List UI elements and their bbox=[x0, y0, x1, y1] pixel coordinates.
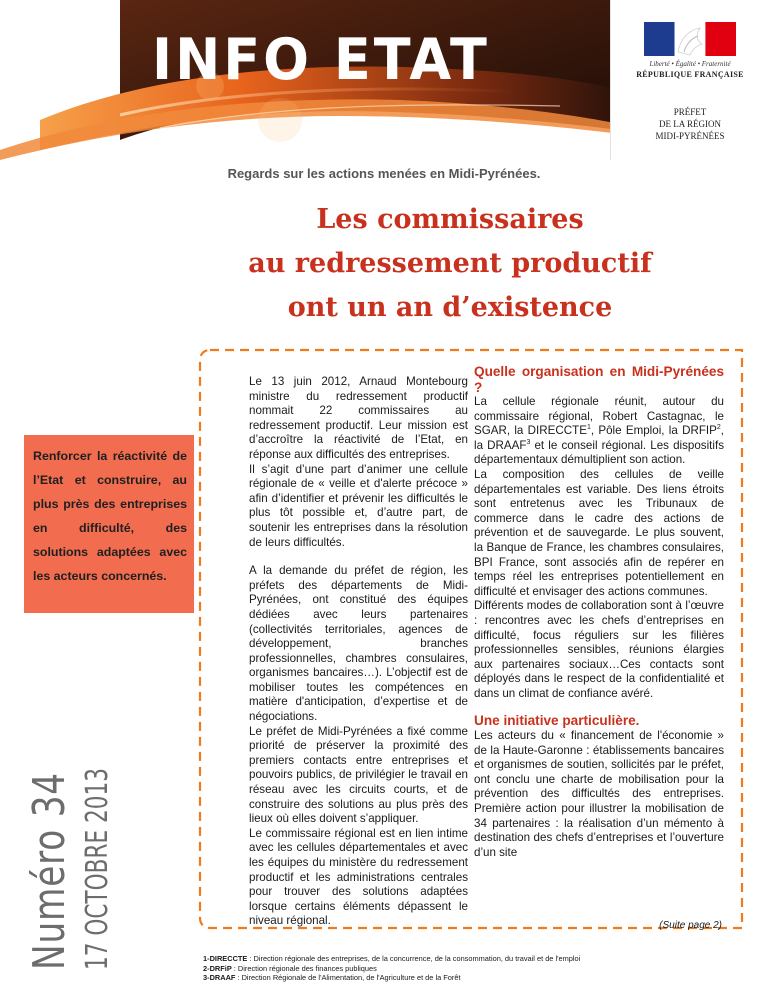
footnote-item bbox=[203, 973, 743, 983]
middle-column bbox=[249, 375, 468, 929]
article-paragraph: Différents modes de collaboration sont à l’œuvre : rencontres avec les chefs d’entreprises en difficulté, focus réguliers sur les filières professionnelles sensibles, réunions élargies aux partenaires sociaux…Ces contacts sont déployés dans le respect de la confidentialité et dans un climat de confiance avéré. bbox=[474, 599, 724, 700]
footnote-text: : Direction Régionale de l'Alimentation, de l'Agriculture et de la Forêt bbox=[235, 973, 461, 982]
footnote-ref: 2 bbox=[716, 424, 721, 432]
subtitle: Regards sur les actions menées en Midi-Pyrénées. bbox=[227, 166, 541, 181]
footnote-abbr: 1-DIRECCTE bbox=[203, 954, 248, 963]
callout-text: Renforcer la réactivité de l’Etat et construire, au plus près des entreprises en difficulté, des solutions adaptées avec les acteurs concernés. bbox=[33, 449, 187, 583]
article-paragraph: Le 13 juin 2012, Arnaud Montebourg ministre du redressement productif nommait 22 commissaires au redressement productif. Leur mission est d’accroître la réactivité de l’Etat, en réponse aux difficultés des entreprises. bbox=[249, 375, 468, 461]
footnote-text: : Direction régionale des entreprises, de la concurrence, de la consommation, du travail et de l'emploi bbox=[247, 954, 581, 963]
prefet-label bbox=[611, 106, 768, 142]
paragraph-text: , Pôle Emploi, la DRFIP bbox=[590, 424, 717, 438]
issue-number: Numéro 34 bbox=[24, 772, 75, 970]
footnote-text: : Direction régionale des finances publiques bbox=[231, 963, 377, 973]
article-paragraph: Il s’agit d’une part d’animer une cellule régionale de « veille et d'alerte précoce » afin d’identifier et prévenir les difficultés le plus tôt possible et, d’autre part, de soutenir les entreprises dans la résolution de leurs difficultés. bbox=[249, 462, 468, 549]
headline-line-2: au redressement productif bbox=[248, 248, 652, 279]
footnotes bbox=[203, 954, 743, 983]
right-column bbox=[474, 364, 724, 860]
marianne-logo-icon bbox=[644, 22, 736, 56]
section-heading-initiative: Une initiative particulière. bbox=[474, 713, 640, 729]
republic-name: RÉPUBLIQUE FRANÇAISE bbox=[636, 70, 744, 79]
footnote-abbr: 3-DRAAF bbox=[203, 973, 236, 982]
footnote-item bbox=[203, 954, 743, 964]
prefet-line: PRÉFET bbox=[673, 107, 707, 117]
footnote-ref: 3 bbox=[526, 438, 531, 446]
headline-line-3: ont un an d’existence bbox=[287, 292, 613, 323]
callout-box bbox=[24, 435, 194, 613]
footnote-item bbox=[203, 964, 743, 974]
article-paragraph: La composition des cellules de veille départementales est variable. Des liens étroits sont entretenus avec les Tribunaux de commerce dans le cadre des actions de prévention et de sauvegarde. Le plus souvent, la Banque de France, les chambres consulaires, BPI France, sont associés afin de repérer en temps réel les entreprises potentiellement en difficulté et envisager des actions communes. bbox=[474, 467, 724, 598]
article-paragraph: Le commissaire régional est en lien intime avec les cellules départementales et avec les équipes du ministère du redressement productif et les administrations centrales pour trouver des solutions adaptées lorsque certains éléments dépassent le niveau régional. bbox=[249, 826, 468, 928]
prefet-line: DE LA RÉGION bbox=[659, 119, 721, 129]
paragraph-text: La cellule régionale réunit, autour du commissaire régional, Robert Castagnac, le SGAR, la DIRECCTE bbox=[474, 395, 724, 438]
article-paragraph bbox=[474, 395, 724, 468]
article-paragraph: A la demande du préfet de région, les préfets des départements de Midi-Pyrénées, ont constitué des équipes dédiées avec leurs partenaires (collectivités territoriales, agences de développement, branches professionnelles, chambres consulaires, organismes bancaires…). L’objectif est de mobiliser toutes les compétences en matière d'anticipation, d’expertise et de négociations. bbox=[249, 564, 468, 724]
headline-line-1: Les commissaires bbox=[316, 204, 584, 235]
section-heading-organisation: Quelle organisation en Midi-Pyrénées ? bbox=[474, 364, 724, 395]
republic-motto: Liberté • Égalité • Fraternité bbox=[649, 60, 731, 68]
continued-note: (Suite page 2) bbox=[659, 920, 722, 931]
prefecture-logo-block bbox=[610, 0, 768, 160]
footnote-ref: 1 bbox=[586, 424, 591, 432]
prefet-line: MIDI-PYRÉNÉES bbox=[655, 131, 725, 141]
brand-title: INFO ETAT bbox=[152, 26, 490, 93]
header-banner bbox=[0, 0, 768, 160]
issue-date: 17 OCTOBRE 2013 bbox=[80, 768, 115, 970]
article-paragraph: Le préfet de Midi-Pyrénées a fixé comme priorité de préserver la proximité des premiers contacts entre entreprises et pouvoirs publics, de privilégier le travail en réseau avec les circuits courts, et de construire des solutions au plus près des lieux où elles doivent s’appliquer. bbox=[249, 724, 468, 826]
footnote-abbr: 2-DRFiP bbox=[203, 963, 232, 973]
paragraph-text: , la DRAAF bbox=[474, 424, 724, 452]
paragraph-text: et le conseil régional. Les dispositifs départementaux démultiplient son action. bbox=[474, 438, 724, 467]
article-paragraph: Les acteurs du « financement de l'économie » de la Haute-Garonne : établissements bancaires et organismes de soutien, sollicités par le préfet, ont conclu une charte de mobilisation pour la prévention des difficultés des entreprises. Première action pour illustrer la mobilisation de 34 partenaires : la réalisation d’un mémento à destination des chefs d’entreprises et l’ouverture d’un site bbox=[474, 728, 724, 859]
